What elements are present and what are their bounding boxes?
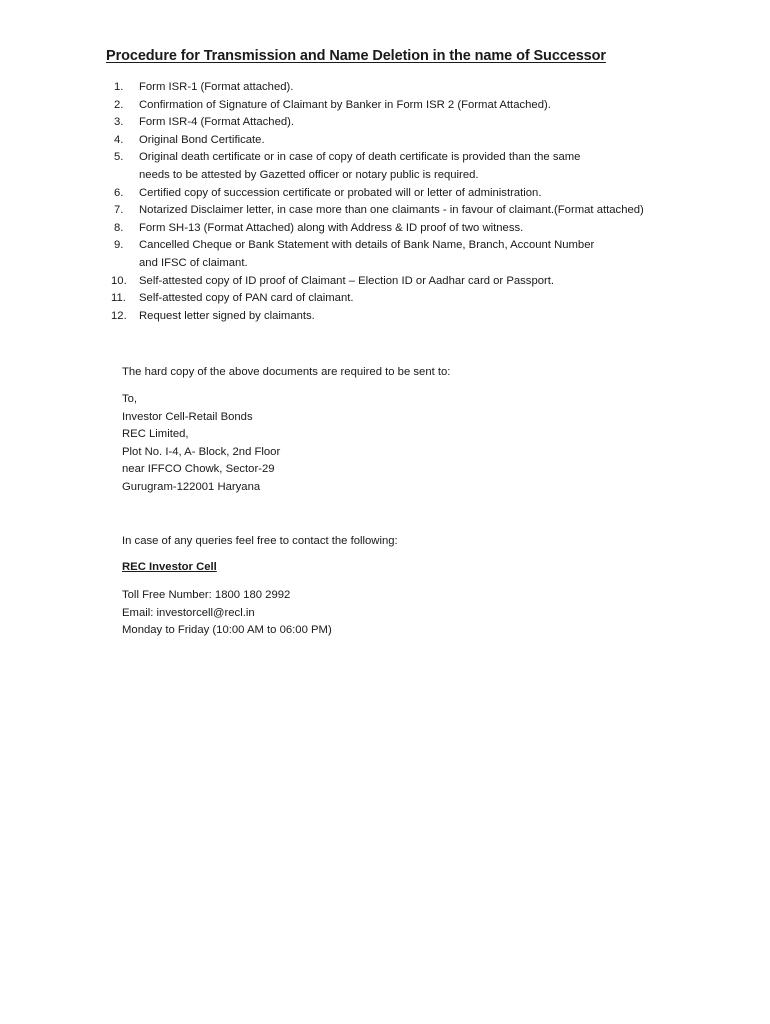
- address-salutation: To,: [122, 393, 138, 405]
- list-item-text: Form ISR-4 (Format Attached).: [139, 116, 295, 129]
- page-title: Procedure for Transmission and Name Deletion in the name of Successor: [106, 48, 606, 64]
- list-item: [111, 290, 644, 308]
- list-item-number: 6.: [114, 186, 124, 199]
- hard-copy-note: The hard copy of the above documents are required to be sent to:: [122, 366, 451, 378]
- list-item-number: 4.: [114, 133, 124, 146]
- list-item: [114, 132, 644, 150]
- list-item-number: 7.: [114, 204, 124, 217]
- list-item-number: 3.: [114, 116, 124, 129]
- list-item-text: Original Bond Certificate.: [139, 133, 265, 146]
- list-item: [114, 149, 644, 184]
- list-item: [111, 308, 644, 326]
- address-line: near IFFCO Chowk, Sector-29: [122, 463, 275, 476]
- list-item: [114, 220, 644, 238]
- office-hours: Monday to Friday (10:00 AM to 06:00 PM): [122, 624, 332, 637]
- list-item-number: 9.: [114, 239, 124, 252]
- list-item: [114, 185, 644, 203]
- list-item: [114, 114, 644, 132]
- list-item-text: Certified copy of succession certificate or probated will or letter of administration.: [139, 186, 542, 199]
- contact-details: [122, 587, 332, 640]
- list-item-text: Form ISR-1 (Format attached).: [139, 81, 294, 93]
- list-item: [114, 79, 644, 97]
- list-item-number: 1.: [114, 81, 124, 93]
- list-item: [111, 273, 644, 291]
- list-item-text: Notarized Disclaimer letter, in case more than one claimants - in favour of claimant.(Format attached): [139, 204, 644, 217]
- address-line: Gurugram-122001 Haryana: [122, 480, 261, 493]
- list-item-text: Confirmation of Signature of Claimant by Banker in Form ISR 2 (Format Attached).: [139, 98, 551, 111]
- address-line: Investor Cell-Retail Bonds: [122, 410, 253, 423]
- list-item-number: 2.: [114, 98, 124, 111]
- list-item-text-continued: and IFSC of claimant.: [139, 256, 248, 269]
- list-item-text: Original death certificate or in case of copy of death certificate is provided than the same: [139, 151, 581, 164]
- list-item-text: Self-attested copy of ID proof of Claimant – Election ID or Aadhar card or Passport.: [139, 274, 555, 287]
- list-item-text: Request letter signed by claimants.: [139, 309, 315, 322]
- list-item-number: 8.: [114, 221, 124, 234]
- list-item: [114, 202, 644, 220]
- list-item-number: 10.: [111, 274, 127, 287]
- requirements-list: [111, 79, 644, 325]
- list-item-text: Form SH-13 (Format Attached) along with Address & ID proof of two witness.: [139, 221, 524, 234]
- queries-note: In case of any queries feel free to contact the following:: [122, 535, 398, 547]
- list-item: [114, 237, 644, 272]
- list-item-text-continued: needs to be attested by Gazetted officer or notary public is required.: [139, 168, 479, 181]
- list-item-text: Cancelled Cheque or Bank Statement with details of Bank Name, Branch, Account Number: [139, 239, 595, 252]
- list-item-text: Self-attested copy of PAN card of claimant.: [139, 292, 354, 305]
- list-item-number: 12.: [111, 309, 127, 322]
- list-item-number: 11.: [111, 292, 126, 305]
- address-line: REC Limited,: [122, 428, 189, 441]
- mailing-address: [122, 391, 280, 497]
- address-line: Plot No. I-4, A- Block, 2nd Floor: [122, 445, 281, 458]
- contact-heading: REC Investor Cell: [122, 561, 217, 573]
- list-item-number: 5.: [114, 151, 124, 164]
- contact-email: Email: investorcell@recl.in: [122, 606, 255, 619]
- list-item: [114, 97, 644, 115]
- toll-free-number: Toll Free Number: 1800 180 2992: [122, 589, 291, 601]
